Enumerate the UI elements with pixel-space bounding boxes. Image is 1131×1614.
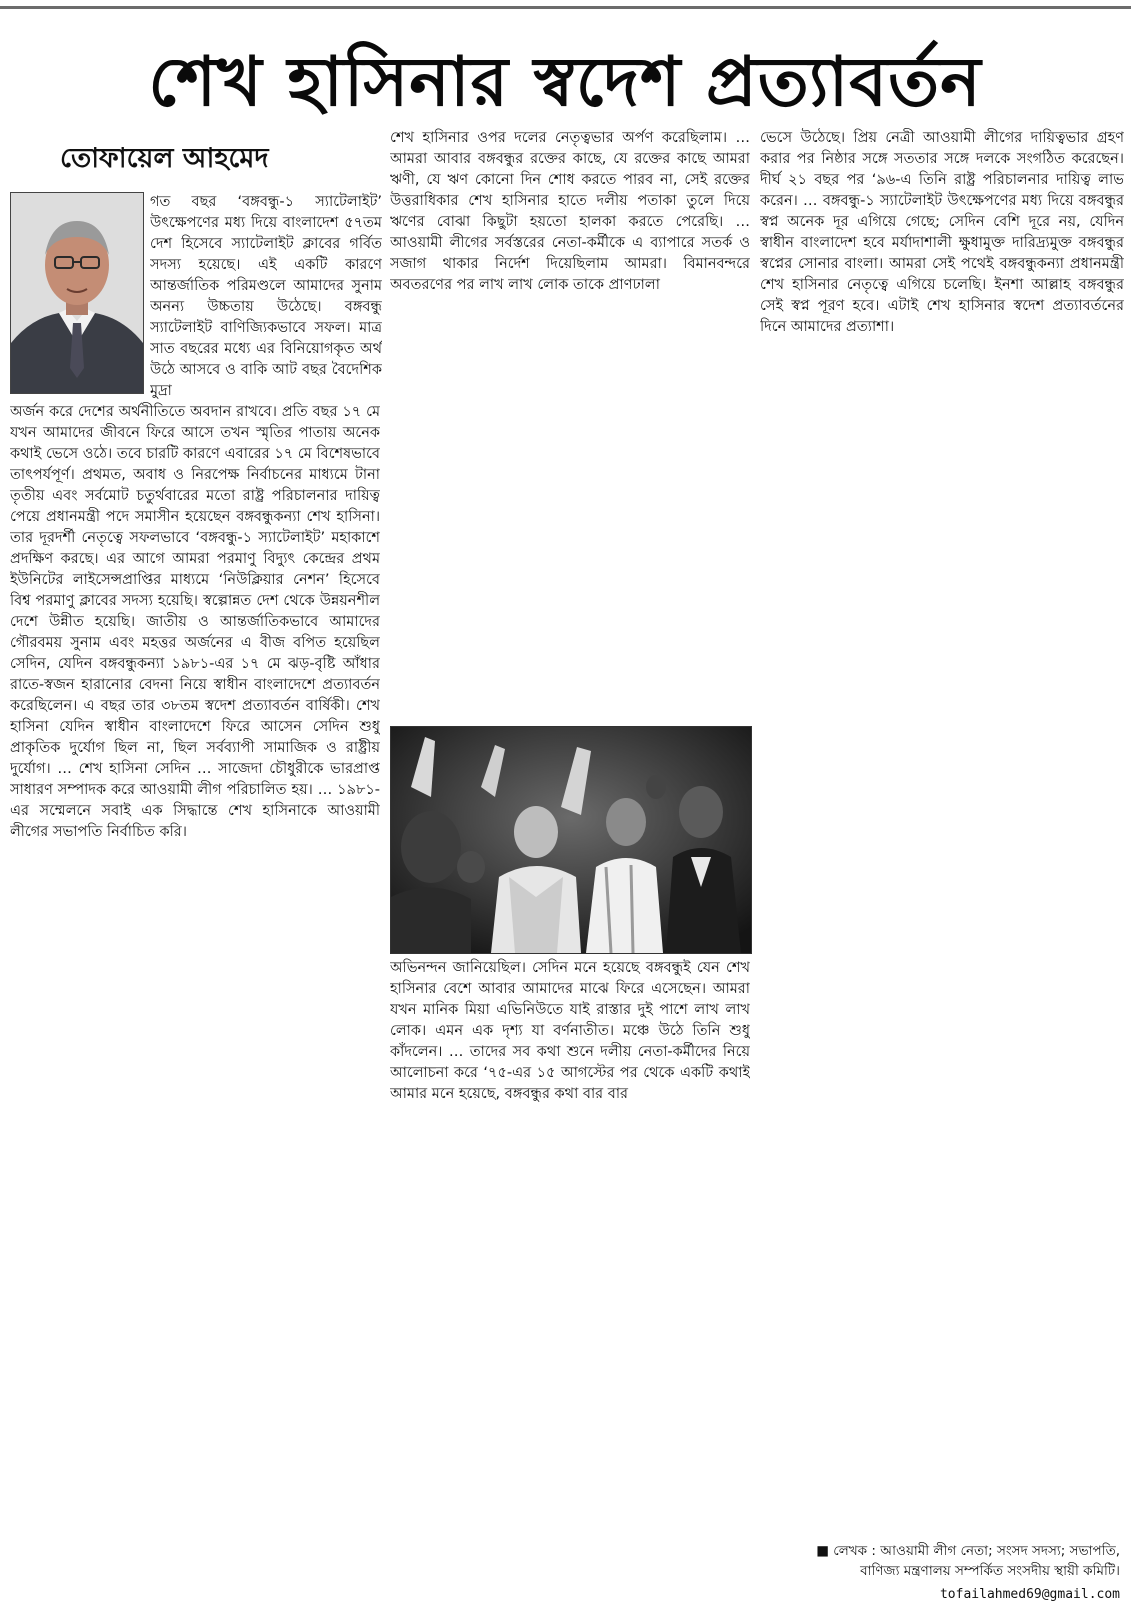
column-1-body [10,402,380,1602]
column-1-intro [150,192,382,402]
column-3 [760,128,1124,1538]
author-portrait [10,192,144,394]
paragraph-col1: অর্জন করে দেশের অর্থনীতিতে অবদান রাখবে। প্রতি বছর ১৭ মে যখন আমাদের জীবনে ফিরে আসে তখন স্মৃতির পাতায় অনেক কথাই ভেসে ওঠে। তবে চারটি কারণে এবারের ১৭ মে বিশেষভাবে তাৎপর্যপূর্ণ। প্রথমত, অবাধ ও নিরপেক্ষ নির্বাচনের মাধ্যমে টানা তৃতীয় এবং সর্বমোট চতুর্থবারের মতো রাষ্ট্র পরিচালনার দায়িত্ব পেয়ে প্রধানমন্ত্রী পদে সমাসীন হয়েছেন বঙ্গবন্ধুকন্যা শেখ হাসিনা। তার দূরদর্শী নেতৃত্বে সফলভাবে ‘বঙ্গবন্ধু-১ স্যাটেলাইট’ মহাকাশে প্রদক্ষিণ করছে। এর আগে আমরা পরমাণু বিদ্যুৎ কেন্দ্রের প্রথম ইউনিটের লাইসেন্সপ্রাপ্তির মাধ্যমে ‘নিউক্লিয়ার নেশন’ হিসেবে বিশ্ব পরমাণু ক্লাবের সদস্য হয়েছি। স্বল্পোন্নত দেশ থেকে উন্নয়নশীল দেশে উন্নীত হয়েছি। জাতীয় ও আন্তর্জাতিকভাবে আমাদের গৌরবময় সুনাম এবং মহত্তর অর্জনের এ বীজ বপিত হয়েছিল সেদিন, যেদিন বঙ্গবন্ধুকন্যা ১৯৮১-এর ১৭ মে ঝড়-বৃষ্টি আঁধার রাতে-স্বজন হারানোর বেদনা নিয়ে স্বাধীন বাংলাদেশে প্রত্যাবর্তন করেছিলেন। এ বছর তার ৩৮তম স্বদেশ প্রত্যাবর্তন বার্ষিকী। শেখ হাসিনা যেদিন স্বাধীন বাংলাদেশে ফিরে আসেন সেদিন শুধু প্রাকৃতিক দুর্যোগ ছিল না, ছিল সর্বব্যাপী সামাজিক ও রাষ্ট্রীয় দুর্যোগ। … শেখ হাসিনা সেদিন … সাজেদা চৌধুরীকে ভারপ্রাপ্ত সাধারণ সম্পাদক করে আওয়ামী লীগ পরিচালিত হয়। … ১৯৮১-এর সম্মেলনে সবাই এক সিদ্ধান্তে শেখ হাসিনাকে আওয়ামী লীগের সভাপতি নির্বাচিত করি। [10,404,380,840]
headline: শেখ হাসিনার স্বদেশ প্রত্যাবর্তন [148,42,982,122]
paragraph-intro: গত বছর ‘বঙ্গবন্ধু-১ স্যাটেলাইট’ উৎক্ষেপণের মধ্য দিয়ে বাংলাদেশ ৫৭তম দেশ হিসেবে স্যাটেলাইট ক্লাবের গর্বিত সদস্য হয়েছে। এই একটি কারণে আন্তর্জাতিক পরিমণ্ডলে আমাদের সুনাম অনন্য উচ্চতায় উঠেছে। বঙ্গবন্ধু স্যাটেলাইট বাণিজ্যিকভাবে সফল। মাত্র সাত বছরের মধ্যে এর বিনিয়োগকৃত অর্থ উঠে আসবে ও বাকি আট বছর বৈদেশিক মুদ্রা [150,194,382,399]
author-note: ■ লেখক : আওয়ামী লীগ নেতা; সংসদ সদস্য; সভাপতি, বাণিজ্য মন্ত্রণালয় সম্পর্কিত সংসদীয় স্থায়ী কমিটি। [816,1543,1120,1579]
rally-photo-image [391,727,751,953]
author-email[interactable]: tofailahmed69@gmail.com [939,1587,1120,1602]
top-rule [0,6,1131,9]
column-2-bottom [390,958,750,1608]
paragraph-col3: ভেসে উঠেছে। প্রিয় নেত্রী আওয়ামী লীগের দায়িত্বভার গ্রহণ করার পর নিষ্ঠার সঙ্গে সততার সঙ্গে দলকে সংগঠিত করেছেন। দীর্ঘ ২১ বছর পর ‘৯৬-এ তিনি রাষ্ট্র পরিচালনার দায়িত্ব লাভ করেন। … বঙ্গবন্ধু-১ স্যাটেলাইট উৎক্ষেপণের মধ্য দিয়ে বঙ্গবন্ধুর স্বপ্ন অনেক দূর এগিয়ে গেছে; সেদিন বেশি দূরে নয়, যেদিন স্বাধীন বাংলাদেশ হবে মর্যাদাশালী ক্ষুধামুক্ত দারিদ্র্যমুক্ত বঙ্গবন্ধুর স্বপ্নের সোনার বাংলা। আমরা সেই পথেই বঙ্গবন্ধুকন্যা প্রধানমন্ত্রী শেখ হাসিনার নেতৃত্বে এগিয়ে চলেছি। ইনশা আল্লাহ বঙ্গবন্ধুর সেই স্বপ্ন পূরণ হবে। এটাই শেখ হাসিনার স্বদেশ প্রত্যাবর্তনের দিনে আমাদের প্রত্যাশা। [760,130,1124,335]
portrait-image [11,193,143,393]
rally-photo [390,726,752,954]
paragraph-col2-top: শেখ হাসিনার ওপর দলের নেতৃত্বভার অর্পণ করেছিলাম। … আমরা আবার বঙ্গবন্ধুর রক্তের কাছে, যে রক্তের কাছে আমরা ঋণী, যে ঋণ কোনো দিন শোধ করতে পারব না, সেই রক্তের উত্তরাধিকার শেখ হাসিনার হাতে দলীয় পতাকা তুলে দিয়ে ঋণের বোঝা কিছুটা হয়তো হালকা করতে পেরেছি। … আওয়ামী লীগের সর্বস্তরের নেতা-কর্মীকে এ ব্যাপারে সতর্ক ও সজাগ থাকার নির্দেশ দিয়েছিলাম আমরা। বিমানবন্দরে অবতরণের পর লাখ লাখ লোক তাকে প্রাণঢালা [390,130,750,293]
paragraph-col2-bottom: অভিনন্দন জানিয়েছিল। সেদিন মনে হয়েছে বঙ্গবন্ধুই যেন শেখ হাসিনার বেশে আবার আমাদের মাঝে ফিরে এসেছেন। আমরা যখন মানিক মিয়া এভিনিউতে যাই রাস্তার দুই পাশে লাখ লাখ লোক। এমন এক দৃশ্য যা বর্ণনাতীত। মঞ্চে উঠে তিনি শুধু কাঁদলেন। … তাদের সব কথা শুনে দলীয় নেতা-কর্মীদের নিয়ে আলোচনা করে ‘৭৫-এর ১৫ আগস্টের পর থেকে একটি কথাই আমার মনে হয়েছে, বঙ্গবন্ধুর কথা বার বার [390,960,750,1102]
column-2-top [390,128,750,718]
byline: তোফায়েল আহমেদ [60,143,269,174]
